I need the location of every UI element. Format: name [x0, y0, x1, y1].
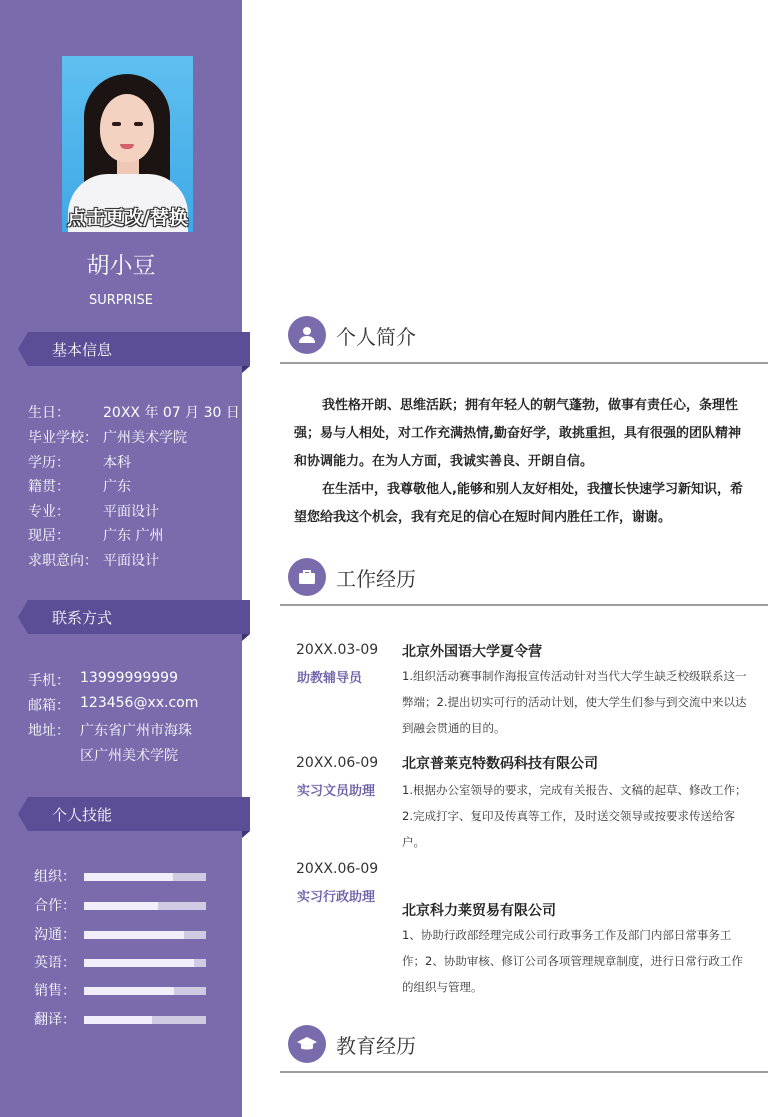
skill-bar-fill — [84, 987, 174, 995]
photo-change-caption[interactable]: 点击更改/替换 — [67, 207, 188, 229]
info-value-major: 平面设计 — [103, 504, 159, 520]
skill-bar-fill — [84, 873, 173, 881]
info-label-birthday: 生日： — [28, 405, 70, 421]
intro-title: 个人简介 — [336, 325, 416, 349]
job-description-line: 2.完成打字、复印及传真等工作，及时送交领导或按要求传送给客户。 — [402, 809, 735, 849]
job-description: 1.组织活动赛事制作海报宣传活动针对当代大学生缺乏校级联系这一弊端；2.提出切实可行的活动计划，使大学生们参与到交流中来以达到融会贯通的目的。 — [402, 669, 747, 735]
banner-fold — [242, 366, 250, 373]
skill-bar — [84, 931, 206, 939]
contact-label-address: 地址： — [28, 723, 70, 739]
job-company: 北京普莱克特数码科技有限公司 — [402, 756, 598, 772]
banner-point — [18, 332, 28, 366]
photo-eye — [112, 122, 121, 126]
profile-name: 胡小豆 — [86, 253, 156, 279]
info-label-hometown: 籍贯： — [28, 479, 70, 495]
job-date: 20XX.06-09 — [296, 755, 379, 771]
skill-bar — [84, 959, 206, 967]
job-description: 1、协助行政部经理完成公司行政事务工作及部门内部日常事务工作；2、协助审核、修订公司各项管理规章制度，进行日常行政工作的组织与管理。 — [402, 928, 743, 994]
skill-row — [34, 980, 224, 1000]
contact-address-line1: 广东省广州市海珠 — [80, 723, 192, 739]
skill-bar — [84, 987, 206, 995]
info-label-education: 学历： — [28, 455, 70, 471]
intro-section-header — [288, 316, 768, 356]
skill-row — [34, 866, 224, 886]
section-divider — [280, 604, 768, 606]
skill-label: 合作： — [34, 898, 76, 914]
briefcase-icon — [288, 558, 326, 596]
intro-paragraph: 在生活中，我尊敬他人,能够和别人友好相处，我擅长快速学习新知识，希望您给我这个机会，我有充足的信心在短时间内胜任工作，谢谢。 — [294, 482, 743, 525]
job-role: 实习行政助理 — [297, 890, 376, 905]
contact-label-phone: 手机： — [28, 673, 70, 689]
job-company: 北京外国语大学夏令营 — [402, 644, 542, 660]
info-value-hometown: 广东 — [103, 479, 131, 495]
intro-paragraph: 我性格开朗、思维活跃；拥有年轻人的朝气蓬勃，做事有责任心，条理性强；易与人相处，对工作充满热情,勤奋好学，敢挑重担，具有很强的团队精神和协调能力。在为人方面，我诚实善良、开朗自信。 — [294, 398, 741, 469]
job-description-line: 1.根据办公室领导的要求，完成有关报告、文稿的起草、修改工作； — [402, 783, 747, 797]
info-value-education: 本科 — [103, 455, 131, 471]
banner-fold — [242, 634, 250, 641]
profile-subtitle: SURPRISE — [89, 293, 153, 308]
skill-bar-fill — [84, 902, 158, 910]
contact-address-line2: 区广州美术学院 — [80, 748, 178, 764]
banner-point — [18, 600, 28, 634]
skill-bar — [84, 873, 206, 881]
skill-row — [34, 1009, 224, 1029]
skill-bar-fill — [84, 959, 194, 967]
section-divider — [280, 362, 768, 364]
profile-photo[interactable] — [62, 56, 193, 232]
skill-bar-fill — [84, 1016, 152, 1024]
basic-info-banner — [28, 332, 250, 366]
job-date: 20XX.03-09 — [296, 642, 379, 658]
skill-bar-fill — [84, 931, 184, 939]
skill-label: 沟通： — [34, 927, 76, 943]
photo-face — [100, 94, 154, 162]
photo-eye — [134, 122, 143, 126]
info-label-objective: 求职意向： — [28, 553, 98, 569]
sidebar — [0, 0, 242, 1117]
work-title: 工作经历 — [336, 567, 416, 591]
skill-label: 翻译： — [34, 1012, 76, 1028]
intro-text — [294, 392, 748, 532]
skills-title: 个人技能 — [52, 806, 113, 824]
contact-title: 联系方式 — [52, 609, 113, 627]
skill-label: 销售： — [34, 983, 76, 999]
education-title: 教育经历 — [336, 1034, 416, 1058]
skill-label: 组织： — [34, 869, 76, 885]
skill-row — [34, 952, 224, 972]
job-company: 北京科力莱贸易有限公司 — [402, 903, 556, 919]
banner-point — [18, 797, 28, 831]
banner-fold — [242, 831, 250, 838]
section-divider — [280, 1071, 768, 1073]
job-role: 实习文员助理 — [297, 784, 376, 799]
skill-label: 英语： — [34, 955, 76, 971]
contact-label-email: 邮箱： — [28, 698, 70, 714]
info-label-major: 专业： — [28, 504, 70, 520]
skill-bar — [84, 902, 206, 910]
job-description — [402, 777, 748, 855]
contact-phone[interactable]: 13999999999 — [80, 670, 178, 686]
info-value-residence: 广东 广州 — [103, 528, 164, 544]
skills-banner — [28, 797, 250, 831]
info-label-school: 毕业学校： — [28, 430, 98, 446]
skill-row — [34, 895, 224, 915]
basic-info-title: 基本信息 — [52, 341, 113, 359]
info-label-residence: 现居： — [28, 528, 70, 544]
education-section-header — [288, 1025, 768, 1065]
info-value-school: 广州美术学院 — [103, 430, 187, 446]
graduation-cap-icon — [288, 1025, 326, 1063]
skill-row — [34, 924, 224, 944]
work-section-header — [288, 558, 768, 598]
job-role: 助教辅导员 — [297, 671, 363, 686]
info-value-birthday: 20XX 年 07 月 30 日 — [103, 405, 240, 421]
info-value-objective: 平面设计 — [103, 553, 159, 569]
contact-banner — [28, 600, 250, 634]
job-date: 20XX.06-09 — [296, 861, 379, 877]
skill-bar — [84, 1016, 206, 1024]
person-icon — [288, 316, 326, 354]
contact-email[interactable]: 123456@xx.com — [80, 695, 199, 711]
